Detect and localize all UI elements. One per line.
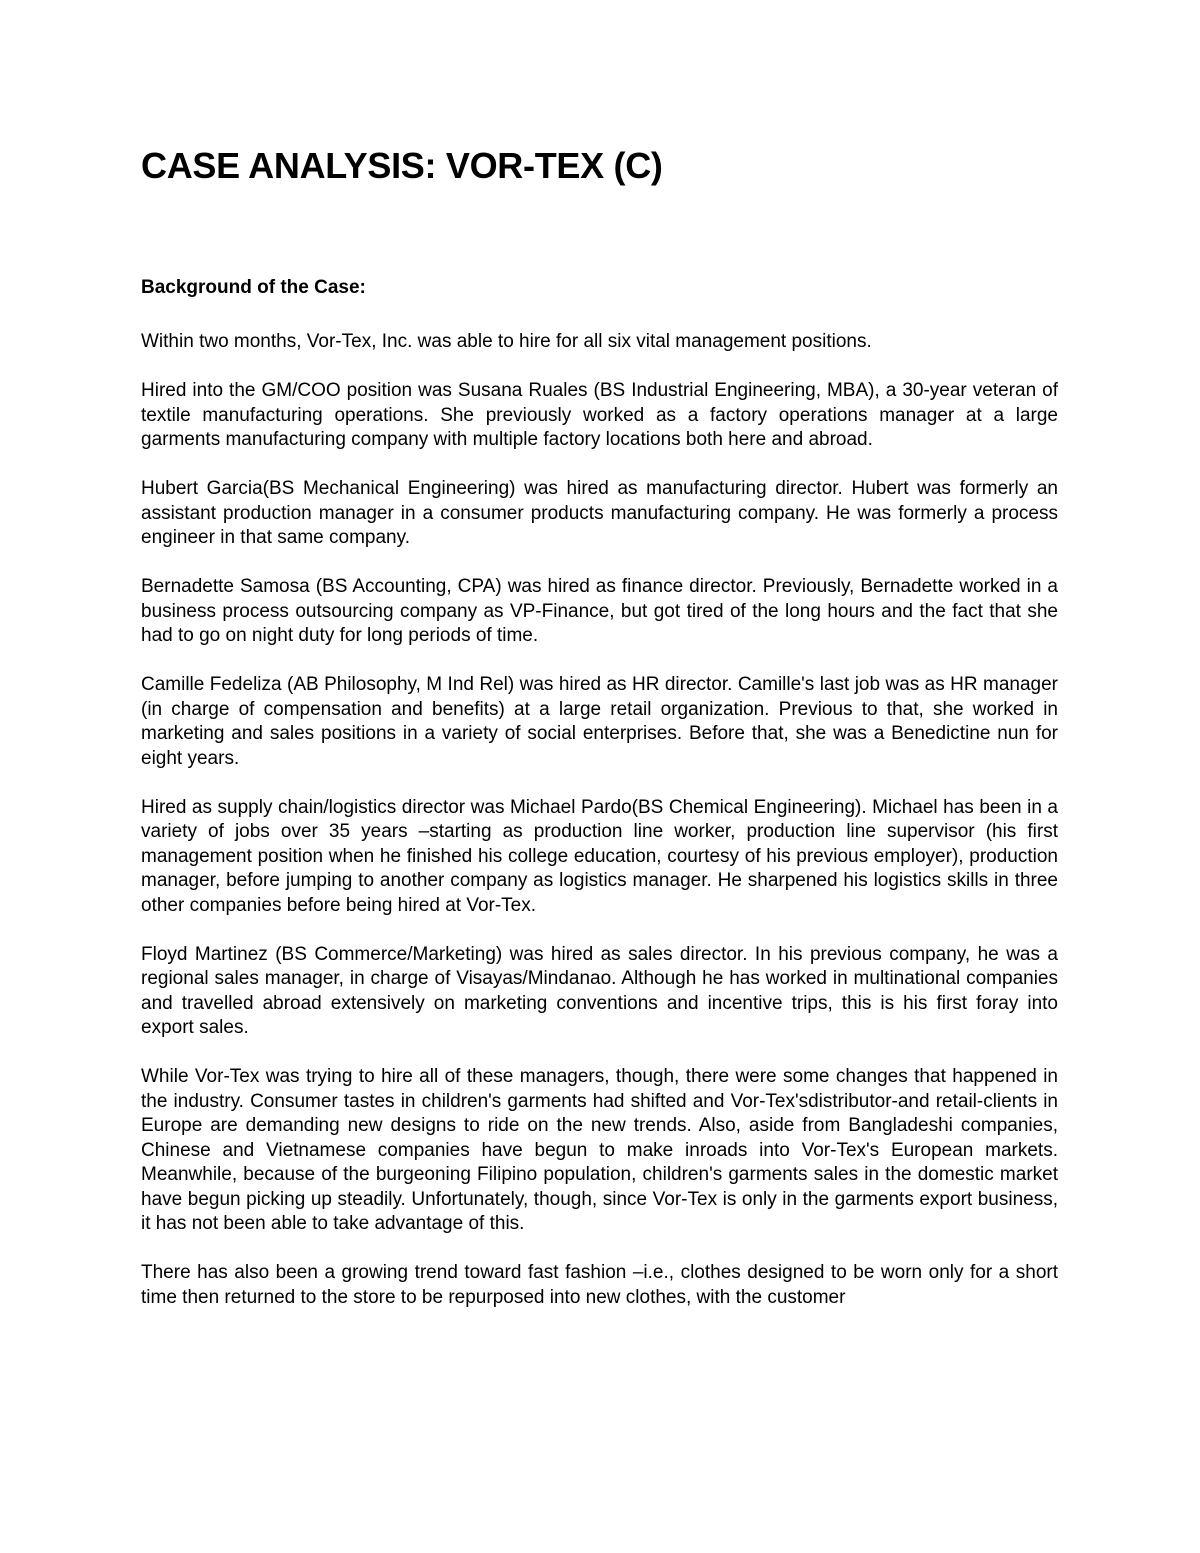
paragraph-finance-director: Bernadette Samosa (BS Accounting, CPA) was hired as finance director. Previously, Bernadette worked in a business process outsourcing company as VP-Finance, but got tired of the long hours and the fact that she had to go on night duty for long periods of time.	[141, 576, 1058, 646]
paragraph-sales-director: Floyd Martinez (BS Commerce/Marketing) was hired as sales director. In his previous company, he was a regional sales manager, in charge of Visayas/Mindanao. Although he has worked in multinational companies and travelled abroad extensively on marketing conventions and incentive trips, this is his first foray into export sales.	[141, 943, 1058, 1038]
paragraph-manufacturing-director: Hubert Garcia(BS Mechanical Engineering) was hired as manufacturing director. Hubert was formerly an assistant production manager in a consumer products manufacturing company. He was formerly a process engineer in that same company.	[141, 478, 1058, 548]
paragraph-supply-chain-director: Hired as supply chain/logistics director was Michael Pardo(BS Chemical Engineering). Michael has been in a variety of jobs over 35 years –starting as production line worker, production line supervisor (his first management position when he finished his college education, courtesy of his previous employer), production manager, before jumping to another company as logistics manager. He sharpened his logistics skills in three other companies before being hired at Vor-Tex.	[141, 796, 1058, 916]
section-heading: Background of the Case:	[141, 277, 366, 298]
paragraph-fast-fashion: There has also been a growing trend toward fast fashion –i.e., clothes designed to be worn only for a short time then returned to the store to be repurposed into new clothes, with the customer	[141, 1262, 1058, 1308]
paragraph-industry-changes: While Vor-Tex was trying to hire all of these managers, though, there were some changes that happened in the industry. Consumer tastes in children's garments had shifted and Vor-Tex'sdistributor-and retail-clients in Europe are demanding new designs to ride on the new trends. Also, aside from Bangladeshi companies, Chinese and Vietnamese companies have begun to make inroads into Vor-Tex's European markets. Meanwhile, because of the burgeoning Filipino population, children's garments sales in the domestic market have begun picking up steadily. Unfortunately, though, since Vor-Tex is only in the garments export business, it has not been able to take advantage of this.	[141, 1066, 1058, 1234]
paragraph-gm-coo: Hired into the GM/COO position was Susana Ruales (BS Industrial Engineering, MBA), a 30-year veteran of textile manufacturing operations. She previously worked as a factory operations manager at a large garments manufacturing company with multiple factory locations both here and abroad.	[141, 380, 1058, 450]
paragraph-hr-director: Camille Fedeliza (AB Philosophy, M Ind Rel) was hired as HR director. Camille's last job was as HR manager (in charge of compensation and benefits) at a large retail organization. Previous to that, she worked in marketing and sales positions in a variety of social enterprises. Before that, she was a Benedictine nun for eight years.	[141, 674, 1058, 769]
document-title: CASE ANALYSIS: VOR-TEX (C)	[141, 145, 663, 186]
paragraph-hiring-summary: Within two months, Vor-Tex, Inc. was able to hire for all six vital management positions.	[141, 331, 872, 352]
document-body	[141, 330, 1058, 1335]
